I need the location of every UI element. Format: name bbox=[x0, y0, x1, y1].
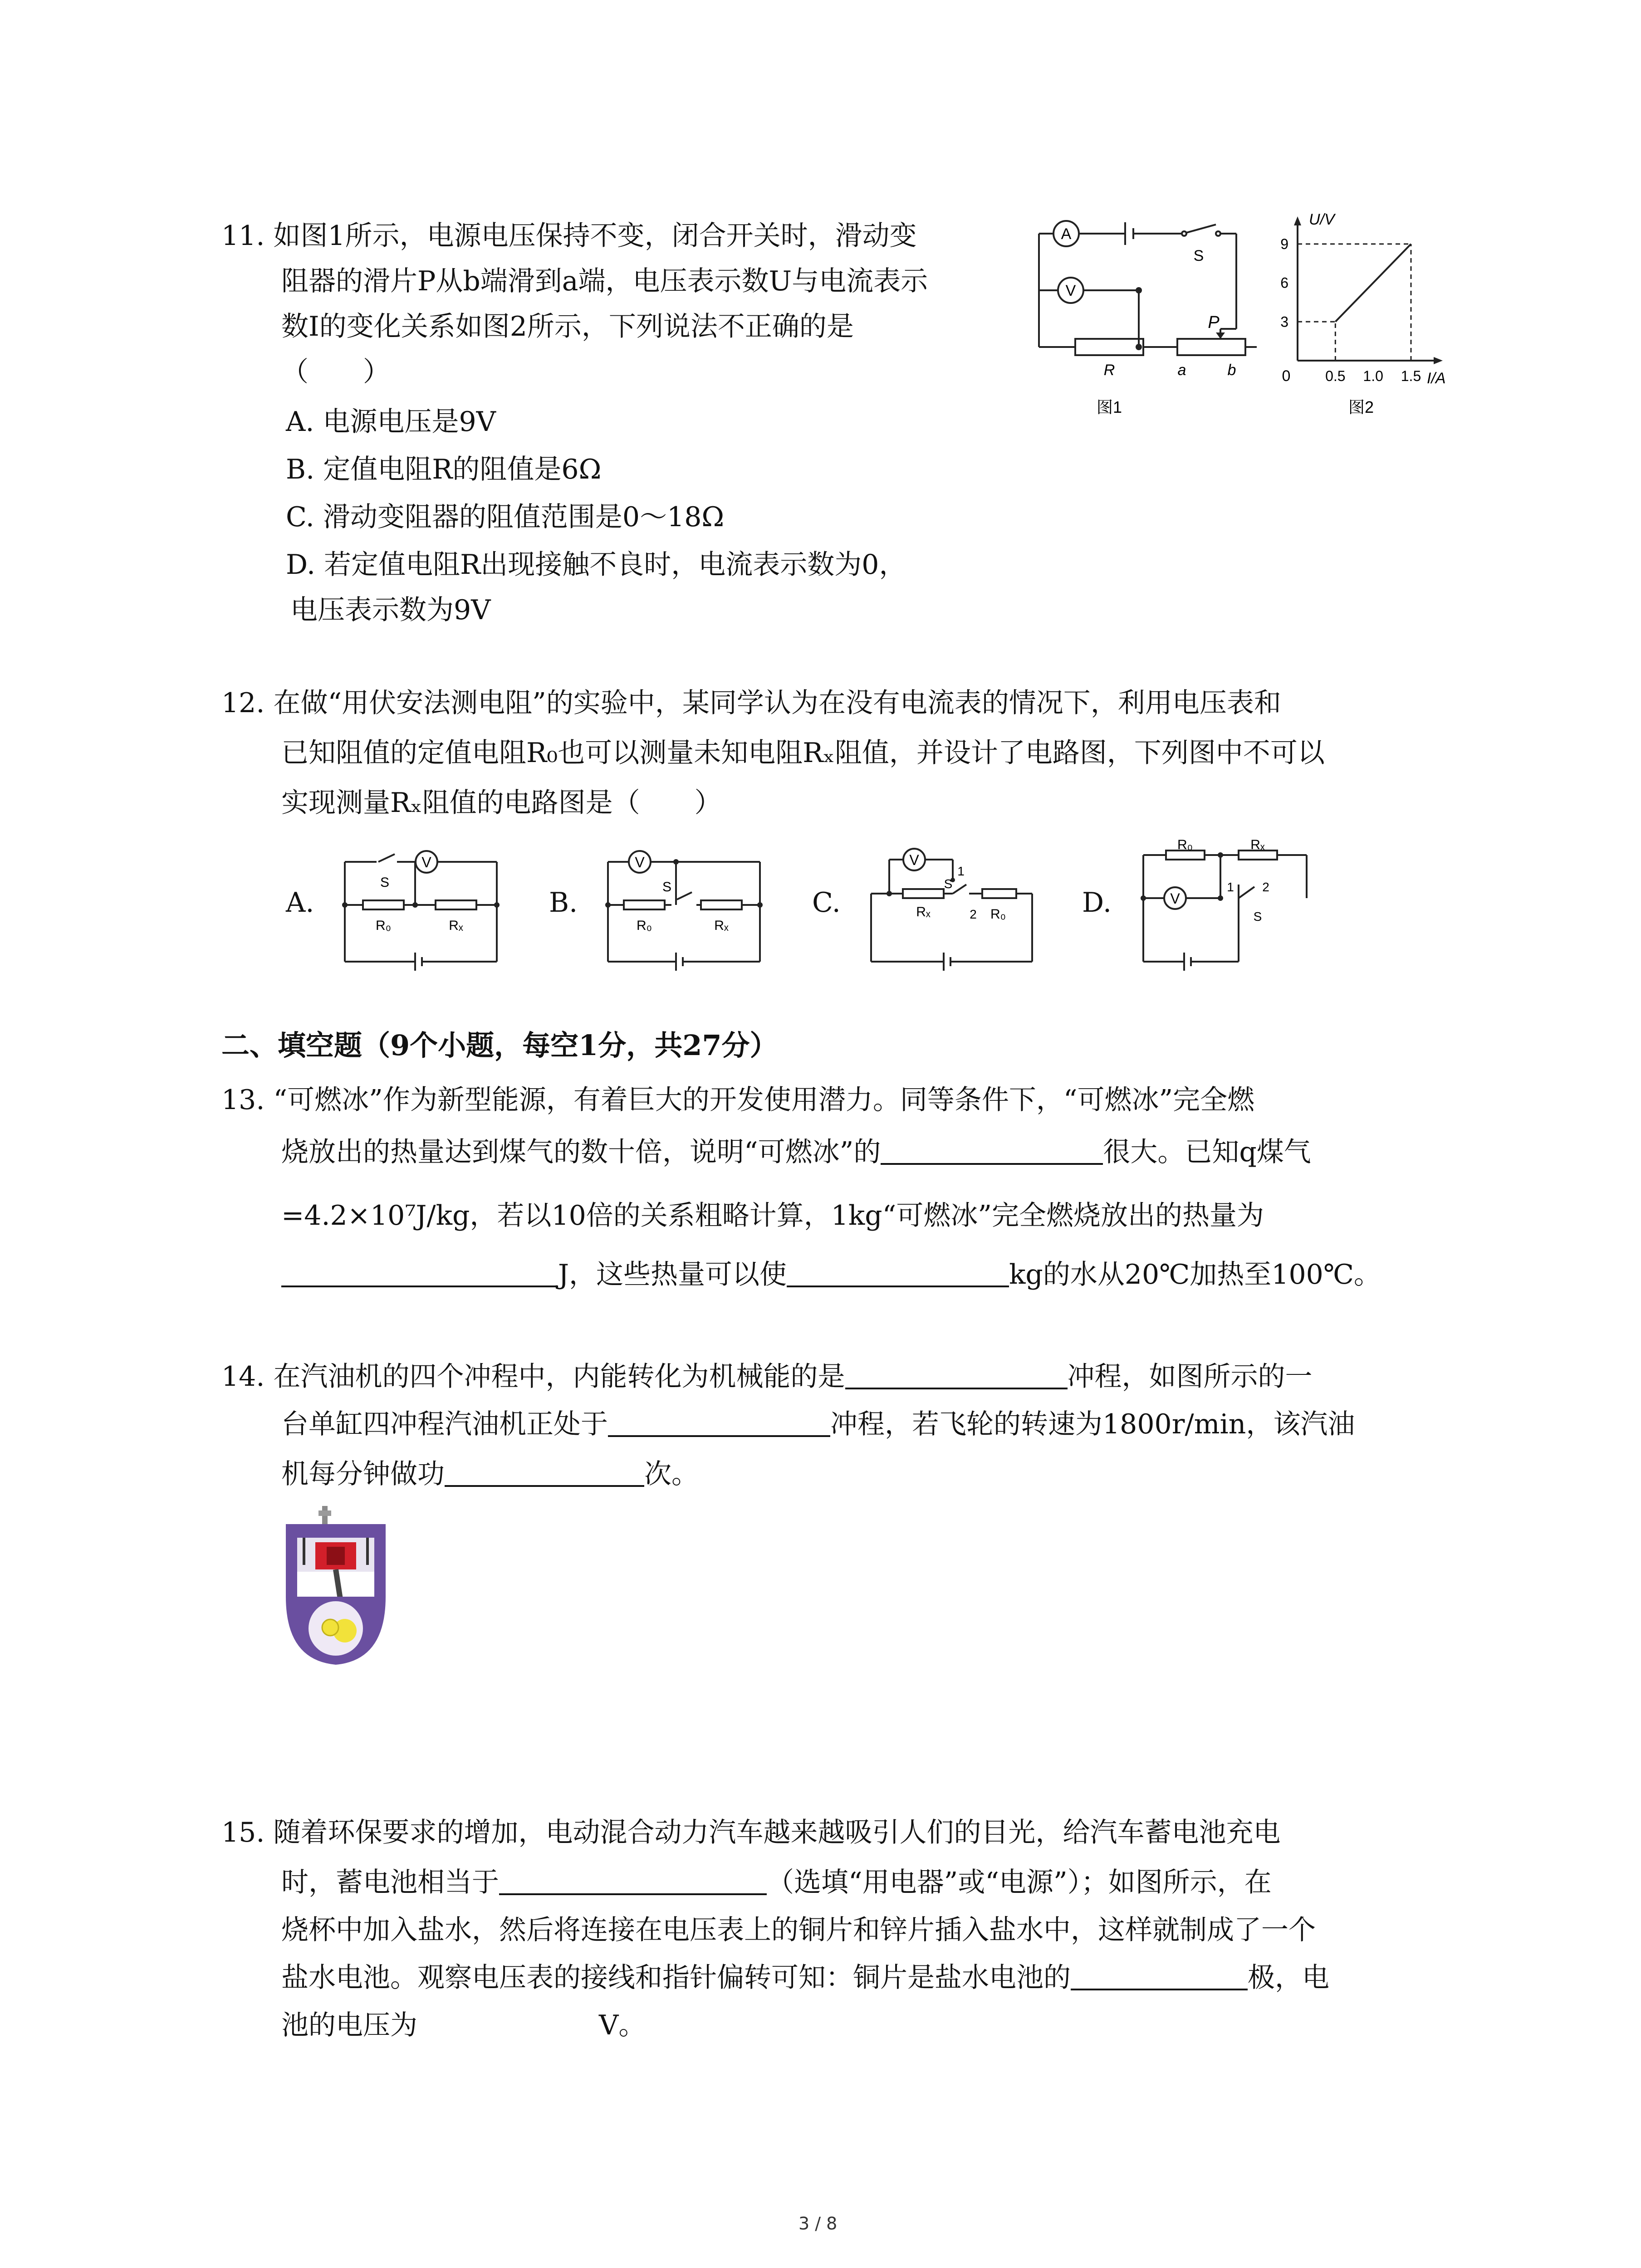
voltmeter-symbol: V bbox=[1065, 282, 1076, 299]
q15-line2 bbox=[281, 1860, 1272, 1905]
q13-blank-1[interactable] bbox=[881, 1135, 1103, 1165]
terminal-2-label: 2 bbox=[970, 907, 977, 921]
rx-label: Rₓ bbox=[916, 904, 931, 919]
terminal-1-label: 1 bbox=[957, 864, 965, 878]
x-tick-label: 0.5 bbox=[1325, 368, 1346, 384]
x-tick-label: 1.5 bbox=[1401, 368, 1421, 384]
engine-illustration bbox=[277, 1506, 395, 1678]
slider-label: P bbox=[1208, 313, 1220, 332]
q15-line5-text-b: V。 bbox=[599, 2009, 646, 2041]
q13-blank-3[interactable] bbox=[787, 1257, 1009, 1287]
y-tick-label: 9 bbox=[1280, 235, 1288, 252]
q12-option-b-label: B. bbox=[549, 887, 578, 919]
switch-label: S bbox=[380, 875, 390, 890]
rx-label: Rₓ bbox=[449, 918, 463, 933]
q13-line3: =4.2×10⁷J/kg，若以10倍的关系粗略计算，1kg“可燃冰”完全燃烧放出的热量为 bbox=[281, 1200, 1264, 1232]
r0-label: R₀ bbox=[636, 918, 652, 933]
switch-label: S bbox=[662, 880, 672, 894]
q14-line3-text-b: 次。 bbox=[644, 1458, 699, 1490]
q13-line2 bbox=[281, 1129, 1311, 1175]
voltmeter-symbol: V bbox=[421, 854, 431, 870]
series-line bbox=[1335, 244, 1411, 322]
voltmeter-symbol: V bbox=[909, 852, 919, 868]
q11-option-b: B. 定值电阻R的阻值是6Ω bbox=[286, 454, 602, 485]
q11-figure1-circuit bbox=[1030, 206, 1266, 424]
q15-line5-text-a: 池的电压为 bbox=[281, 2009, 417, 2041]
q14-line1 bbox=[221, 1354, 1313, 1399]
rx-label: Rₓ bbox=[1250, 837, 1265, 852]
q15-line4-text-a: 盐水电池。观察电压表的接线和指针偏转可知：铜片是盐水电池的 bbox=[281, 1962, 1071, 1994]
q15-blank-2[interactable] bbox=[1071, 1960, 1248, 1990]
q14-line3-text-a: 机每分钟做功 bbox=[281, 1458, 445, 1490]
q15-line3: 烧杯中加入盐水，然后将连接在电压表上的铜片和锌片插入盐水中，这样就制成了一个 bbox=[281, 1914, 1316, 1946]
q12-circuit-a bbox=[336, 841, 508, 978]
q14-blank-2[interactable] bbox=[608, 1407, 830, 1437]
voltmeter-symbol: V bbox=[635, 854, 645, 870]
q12-option-c-label: C. bbox=[812, 887, 841, 919]
resistor-label: R bbox=[1103, 362, 1115, 379]
origin-label: 0 bbox=[1282, 367, 1291, 385]
q13-line2-text-b: 很大。已知q煤气 bbox=[1103, 1136, 1311, 1168]
q15-line2-text-b: （选填“用电器”或“电源”）；如图所示，在 bbox=[767, 1867, 1272, 1898]
q11-option-d-line1: D. 若定值电阻R出现接触不良时，电流表示数为0， bbox=[286, 549, 906, 581]
section-heading: 二、填空题（9个小题，每空1分，共27分） bbox=[221, 1029, 778, 1062]
q13-line4-text-b: kg的水从20℃加热至100℃。 bbox=[1009, 1259, 1381, 1290]
q12-circuit-d bbox=[1134, 835, 1325, 980]
q15-blank-1[interactable] bbox=[499, 1865, 767, 1895]
q15-line4 bbox=[281, 1955, 1329, 2000]
q14-line2 bbox=[281, 1402, 1355, 1447]
q14-blank-1[interactable] bbox=[845, 1359, 1068, 1389]
q12-circuit-b bbox=[599, 841, 771, 978]
rx-label: Rₓ bbox=[714, 918, 729, 933]
q13-line2-text-a: 烧放出的热量达到煤气的数十倍，说明“可燃冰”的 bbox=[281, 1136, 881, 1168]
q14-line2-text-a: 台单缸四冲程汽油机正处于 bbox=[281, 1408, 608, 1440]
switch-label: S bbox=[1253, 909, 1262, 924]
q13-line4 bbox=[281, 1252, 1381, 1297]
q12-option-d-label: D. bbox=[1082, 887, 1112, 919]
r0-label: R₀ bbox=[375, 918, 392, 933]
end-b-label: b bbox=[1227, 362, 1236, 379]
q11-answer-bracket: （ ） bbox=[281, 356, 390, 388]
q12-line1: 12. 在做“用伏安法测电阻”的实验中，某同学认为在没有电流表的情况下，利用电压表和 bbox=[221, 687, 1281, 719]
q11-option-d-line2: 电压表示数为9V bbox=[290, 594, 491, 626]
q14-line3 bbox=[281, 1452, 699, 1497]
q15-line4-text-b: 极，电 bbox=[1248, 1962, 1329, 1994]
q15-line5 bbox=[281, 2003, 646, 2048]
figure1-caption: 图1 bbox=[1096, 398, 1122, 416]
terminal-1-label: 1 bbox=[1227, 880, 1234, 894]
q11-option-a: A. 电源电压是9V bbox=[286, 406, 496, 438]
q15-line2-text-a: 时，蓄电池相当于 bbox=[281, 1867, 499, 1898]
page-number: 3 / 8 bbox=[798, 2214, 838, 2234]
y-axis-label: U/V bbox=[1309, 211, 1335, 228]
figure2-caption: 图2 bbox=[1348, 398, 1374, 416]
q12-circuit-c bbox=[862, 835, 1043, 978]
voltmeter-symbol: V bbox=[1170, 890, 1180, 907]
x-tick-label: 1.0 bbox=[1363, 368, 1383, 384]
q14-blank-3[interactable] bbox=[445, 1457, 644, 1487]
r0-label: R₀ bbox=[1177, 837, 1193, 852]
q11-line2: 阻器的滑片P从b端滑到a端，电压表示数U与电流表示 bbox=[281, 265, 928, 297]
q14-line2-text-b: 冲程，若飞轮的转速为1800r/min，该汽油 bbox=[830, 1408, 1355, 1440]
terminal-2-label: 2 bbox=[1262, 880, 1269, 894]
q13-blank-2[interactable] bbox=[281, 1257, 558, 1287]
switch-label: S bbox=[944, 877, 953, 891]
q11-line3: 数I的变化关系如图2所示，下列说法不正确的是 bbox=[281, 311, 854, 342]
q12-line2: 已知阻值的定值电阻R₀也可以测量未知电阻Rₓ阻值，并设计了电路图，下列图中不可以 bbox=[281, 737, 1325, 769]
y-tick-label: 3 bbox=[1280, 313, 1288, 330]
end-a-label: a bbox=[1177, 362, 1186, 379]
r0-label: R₀ bbox=[990, 907, 1006, 922]
q13-line4-text-a: J，这些热量可以使 bbox=[558, 1259, 787, 1290]
q11-line1: 11. 如图1所示，电源电压保持不变，闭合开关时，滑动变 bbox=[221, 220, 917, 252]
ammeter-symbol: A bbox=[1061, 225, 1072, 243]
y-tick-label: 6 bbox=[1280, 274, 1288, 291]
q13-line1: 13. “可燃冰”作为新型能源，有着巨大的开发使用潜力。同等条件下，“可燃冰”完全燃 bbox=[221, 1084, 1255, 1116]
q12-line3: 实现测量Rₓ阻值的电路图是（ ） bbox=[281, 787, 722, 819]
q14-line1-text-a: 14. 在汽油机的四个冲程中，内能转化为机械能的是 bbox=[221, 1361, 845, 1393]
q15-line1: 15. 随着环保要求的增加，电动混合动力汽车越来越吸引人们的目光，给汽车蓄电池充电 bbox=[221, 1817, 1281, 1848]
q12-option-a-label: A. bbox=[286, 887, 314, 919]
q11-option-c: C. 滑动变阻器的阻值范围是0～18Ω bbox=[286, 501, 725, 533]
switch-label: S bbox=[1193, 247, 1204, 264]
q14-line1-text-b: 冲程，如图所示的一 bbox=[1067, 1361, 1313, 1393]
q11-figure2-graph bbox=[1266, 206, 1456, 424]
x-axis-label: I/A bbox=[1427, 370, 1446, 387]
